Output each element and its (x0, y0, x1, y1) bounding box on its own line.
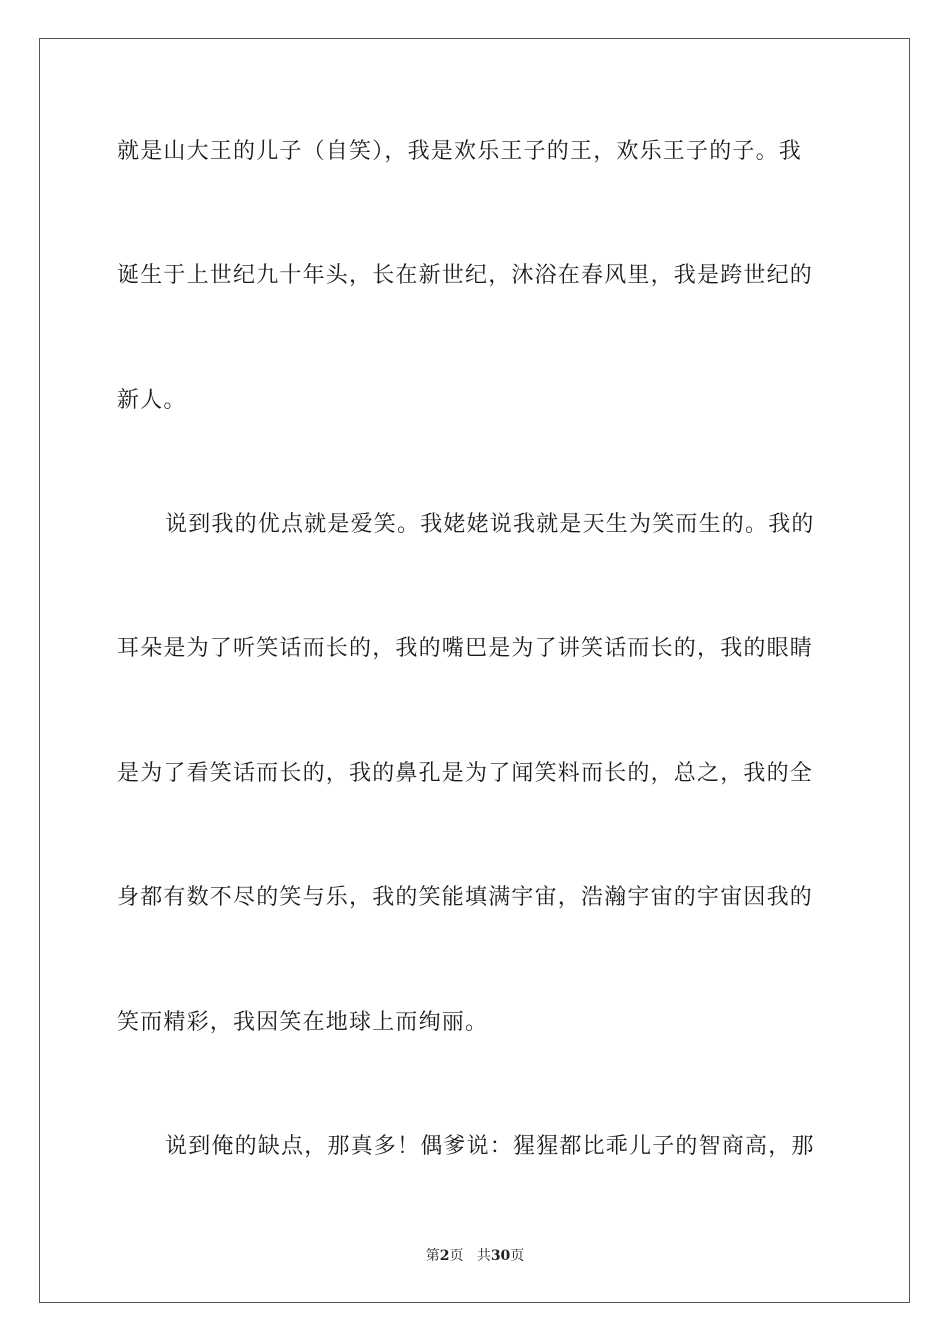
footer-total-prefix: 共 (476, 1248, 491, 1264)
page-border (39, 38, 910, 1303)
text-line-2: 诞生于上世纪九十年头，长在新世纪，沐浴在春风里，我是跨世纪的 (117, 263, 814, 288)
footer-prefix: 第 (425, 1248, 440, 1264)
total-page-count: 30 (490, 1248, 511, 1264)
text-line-1: 就是山大王的儿子（自笑），我是欢乐王子的王，欢乐王子的子。我 (117, 139, 803, 164)
text-line-3: 新人。 (117, 388, 187, 413)
text-line-6: 是为了看笑话而长的，我的鼻孔是为了闻笑料而长的，总之，我的全 (117, 761, 814, 786)
text-line-9: 说到俺的缺点，那真多！偶爹说：猩猩都比乖儿子的智商高，那 (165, 1134, 815, 1159)
text-line-7: 身都有数不尽的笑与乐，我的笑能填满宇宙，浩瀚宇宙的宇宙因我的 (117, 885, 814, 910)
current-page-number: 2 (439, 1248, 450, 1264)
footer-page-suffix: 页 (449, 1248, 464, 1264)
footer-total-suffix: 页 (510, 1248, 525, 1264)
text-line-8: 笑而精彩，我因笑在地球上而绚丽。 (117, 1010, 489, 1035)
page-footer (0, 1247, 950, 1265)
text-line-4: 说到我的优点就是爱笑。我姥姥说我就是天生为笑而生的。我的 (165, 512, 815, 537)
text-line-5: 耳朵是为了听笑话而长的，我的嘴巴是为了讲笑话而长的，我的眼睛 (117, 636, 814, 661)
